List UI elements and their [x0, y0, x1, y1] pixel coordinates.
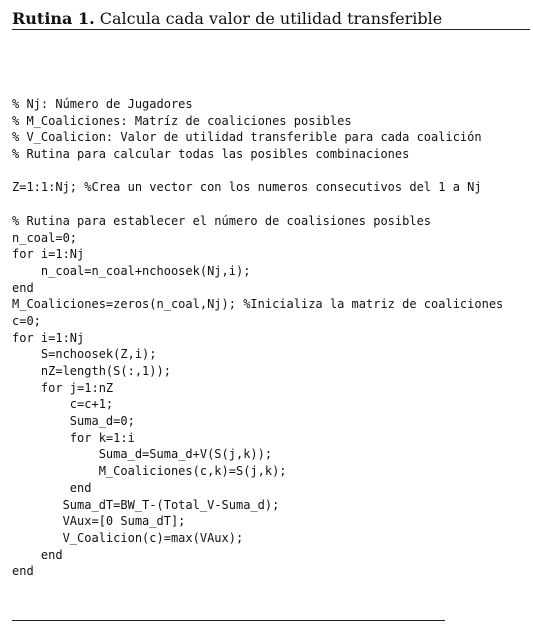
code-line: VAux=[0 Suma_dT]; [12, 514, 186, 529]
code-line [12, 163, 503, 180]
routine-label: Rutina 1. [12, 9, 95, 28]
code-line: end [12, 564, 34, 579]
routine-title: Calcula cada valor de utilidad transferible [99, 9, 443, 28]
bottom-divider [12, 620, 445, 621]
code-line: for k=1:i [12, 430, 135, 445]
code-line: Suma_d=0; [12, 414, 135, 429]
code-line: S=nchoosek(Z,i); [12, 347, 157, 362]
code-line: n_coal=0; [12, 230, 78, 245]
code-line: end [12, 547, 63, 562]
code-line: for i=1:Nj [12, 247, 85, 262]
code-line: % V_Coalicion: Valor de utilidad transferible para cada coalición [12, 130, 482, 145]
code-line: c=c+1; [12, 397, 114, 412]
code-line: % Rutina para establecer el número de coalisiones posibles [12, 213, 432, 228]
code-line: % Nj: Número de Jugadores [12, 97, 193, 111]
code-line: for i=1:Nj [12, 330, 85, 345]
routine-header [12, 10, 530, 30]
code-line: c=0; [12, 313, 41, 328]
code-line [12, 196, 503, 213]
code-line: M_Coaliciones=zeros(n_coal,Nj); %Inicializa la matriz de coaliciones [12, 297, 504, 312]
code-line: % M_Coaliciones: Matríz de coaliciones posibles [12, 113, 352, 128]
code-line: end [12, 280, 34, 295]
code-line: % Rutina para calcular todas las posibles combinaciones [12, 147, 410, 162]
code-line: M_Coaliciones(c,k)=S(j,k); [12, 464, 287, 479]
code-line: Suma_d=Suma_d+V(S(j,k)); [12, 447, 273, 462]
code-line: Z=1:1:Nj; %Crea un vector con los numeros consecutivos del 1 a Nj [12, 180, 482, 195]
code-line: nZ=length(S(:,1)); [12, 364, 171, 378]
code-line: V_Coalicion(c)=max(VAux); [12, 530, 244, 545]
code-line: n_coal=n_coal+nchoosek(Nj,i); [12, 263, 251, 278]
code-line: Suma_dT=BW_T-(Total_V-Suma_d); [12, 497, 280, 512]
code-line: for j=1:nZ [12, 380, 114, 395]
code-block [12, 96, 503, 580]
code-line: end [12, 480, 92, 495]
